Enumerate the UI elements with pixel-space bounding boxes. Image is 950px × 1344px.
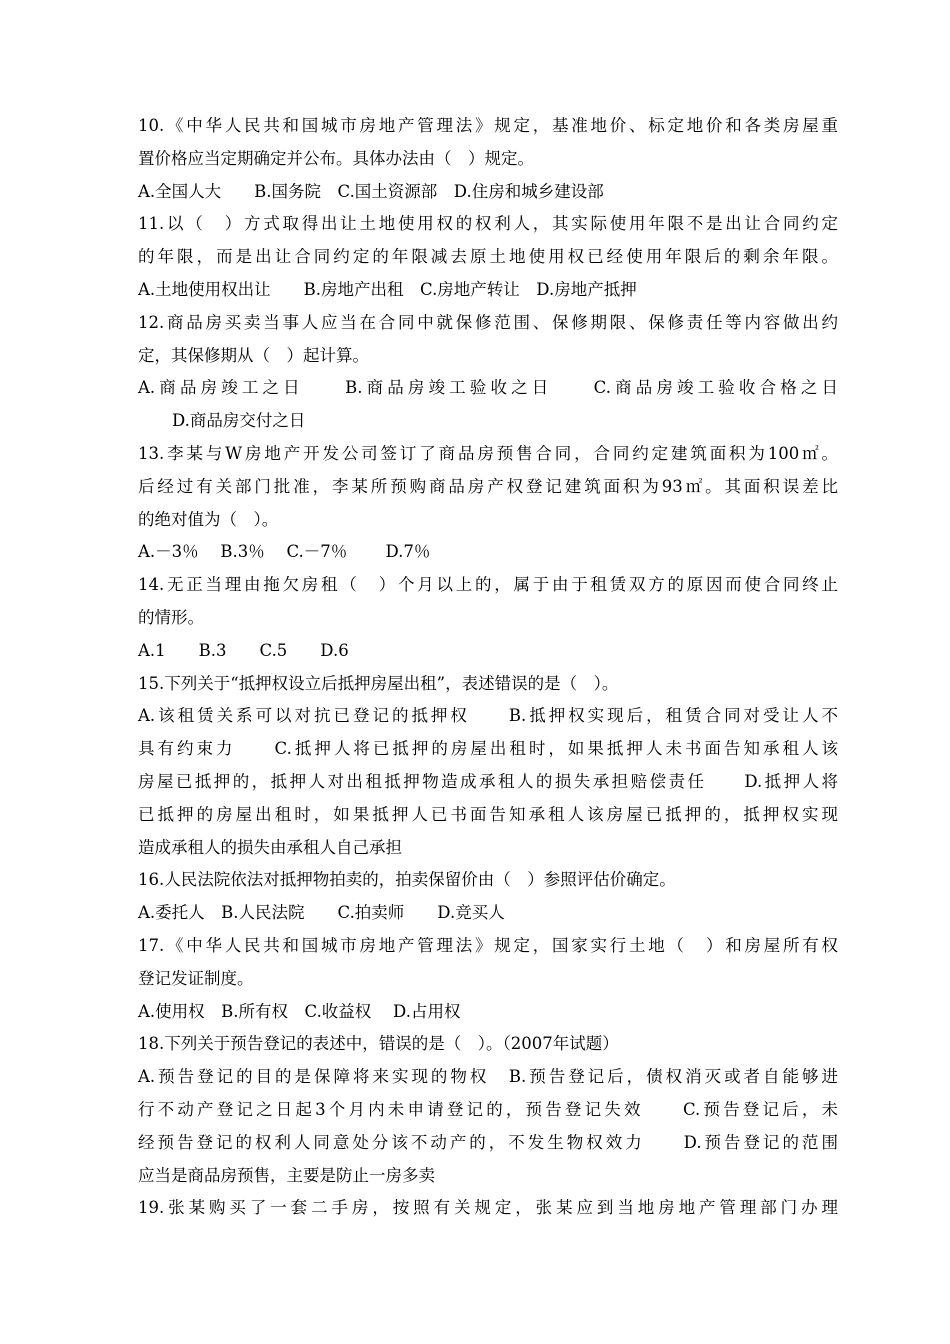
question-10-line-2: 置价格应当定期确定并公布。具体办法由（ ）规定。 [138, 148, 534, 168]
question-15-options-line-3: 房屋已抵押的，抵押人对出租抵押物造成承租人的损失承担赔偿责任 D.抵押人将 [138, 771, 838, 791]
question-13-line-1: 13.李某与W房地产开发公司签订了商品房预售合同，合同约定建筑面积为100㎡。 [138, 443, 838, 463]
question-11-line-1: 11.以（ ）方式取得出让土地使用权的权利人，其实际使用年限不是出让合同约定 [138, 214, 838, 234]
question-10-options: A.全国人大 B.国务院 C.国土资源部 D.住房和城乡建设部 [138, 181, 604, 201]
question-14-line-2: 的情形。 [138, 607, 204, 627]
question-18-options-line-2: 行不动产登记之日起3个月内未申请登记的，预告登记失效 C.预告登记后，未 [138, 1099, 838, 1119]
question-11-line-2: 的年限，而是出让合同约定的年限减去原土地使用权已经使用年限后的剩余年限。 [138, 247, 838, 267]
question-13-line-3: 的绝对值为（ ）。 [138, 509, 279, 529]
question-11-options: A.土地使用权出让 B.房地产出租 C.房地产转让 D.房地产抵押 [138, 279, 637, 299]
question-15-options-line-4: 已抵押的房屋出租时，如果抵押人已书面告知承租人该房屋已抵押的，抵押权实现 [138, 804, 838, 824]
question-17-line-2: 登记发证制度。 [138, 968, 254, 988]
question-14-options: A.1 B.3 C.5 D.6 [138, 640, 349, 660]
question-14-line-1: 14.无正当理由拖欠房租（ ）个月以上的，属于由于租赁双方的原因而使合同终止 [138, 575, 838, 595]
question-16-line-1: 16.人民法院依法对抵押物拍卖的，拍卖保留价由（ ）参照评估价确定。 [138, 870, 676, 890]
question-15-line-1: 15.下列关于“抵押权设立后抵押房屋出租”，表述错误的是（ ）。 [138, 673, 619, 693]
question-18-options-line-4: 应当是商品房预售，主要是防止一房多卖 [138, 1165, 435, 1185]
question-17-options: A.使用权 B.所有权 C.收益权 D.占用权 [138, 1001, 461, 1021]
question-18-line-1: 18.下列关于预告登记的表述中，错误的是（ ）。（2007年试题） [138, 1034, 619, 1054]
question-10-line-1: 10.《中华人民共和国城市房地产管理法》规定，基准地价、标定地价和各类房屋重 [138, 116, 838, 135]
question-12-line-1: 12.商品房买卖当事人应当在合同中就保修范围、保修期限、保修责任等内容做出约 [138, 312, 838, 332]
question-13-options: A.－3％ B.3％ C.－7％ D.7％ [138, 542, 431, 562]
question-18-options-line-1: A.预告登记的目的是保障将来实现的物权 B.预告登记后，债权消灭或者自能够进 [138, 1067, 838, 1087]
question-15-options-line-1: A.该租赁关系可以对抗已登记的抵押权 B.抵押权实现后，租赁合同对受让人不 [138, 706, 838, 726]
question-12-options-line-1: A.商品房竣工之日 B.商品房竣工验收之日 C.商品房竣工验收合格之日 [138, 378, 838, 398]
question-17-line-1: 17.《中华人民共和国城市房地产管理法》规定，国家实行土地（ ）和房屋所有权 [138, 935, 838, 955]
question-12-options-line-2: D.商品房交付之日 [172, 411, 306, 431]
question-13-line-2: 后经过有关部门批准，李某所预购商品房产权登记建筑面积为93㎡。其面积误差比 [138, 476, 838, 496]
question-12-line-2: 定，其保修期从（ ）起计算。 [138, 345, 369, 365]
question-16-options: A.委托人 B.人民法院 C.拍卖师 D.竞买人 [138, 903, 505, 923]
document-page [138, 110, 838, 1225]
question-15-options-line-2: 具有约束力 C.抵押人将已抵押的房屋出租时，如果抵押人未书面告知承租人该 [138, 739, 838, 759]
question-18-options-line-3: 经预告登记的权利人同意处分该不动产的，不发生物权效力 D.预告登记的范围 [138, 1132, 838, 1152]
question-19-line-1: 19.张某购买了一套二手房，按照有关规定，张某应到当地房地产管理部门办理 [138, 1198, 838, 1218]
question-15-options-line-5: 造成承租人的损失由承租人自己承担 [138, 837, 402, 857]
